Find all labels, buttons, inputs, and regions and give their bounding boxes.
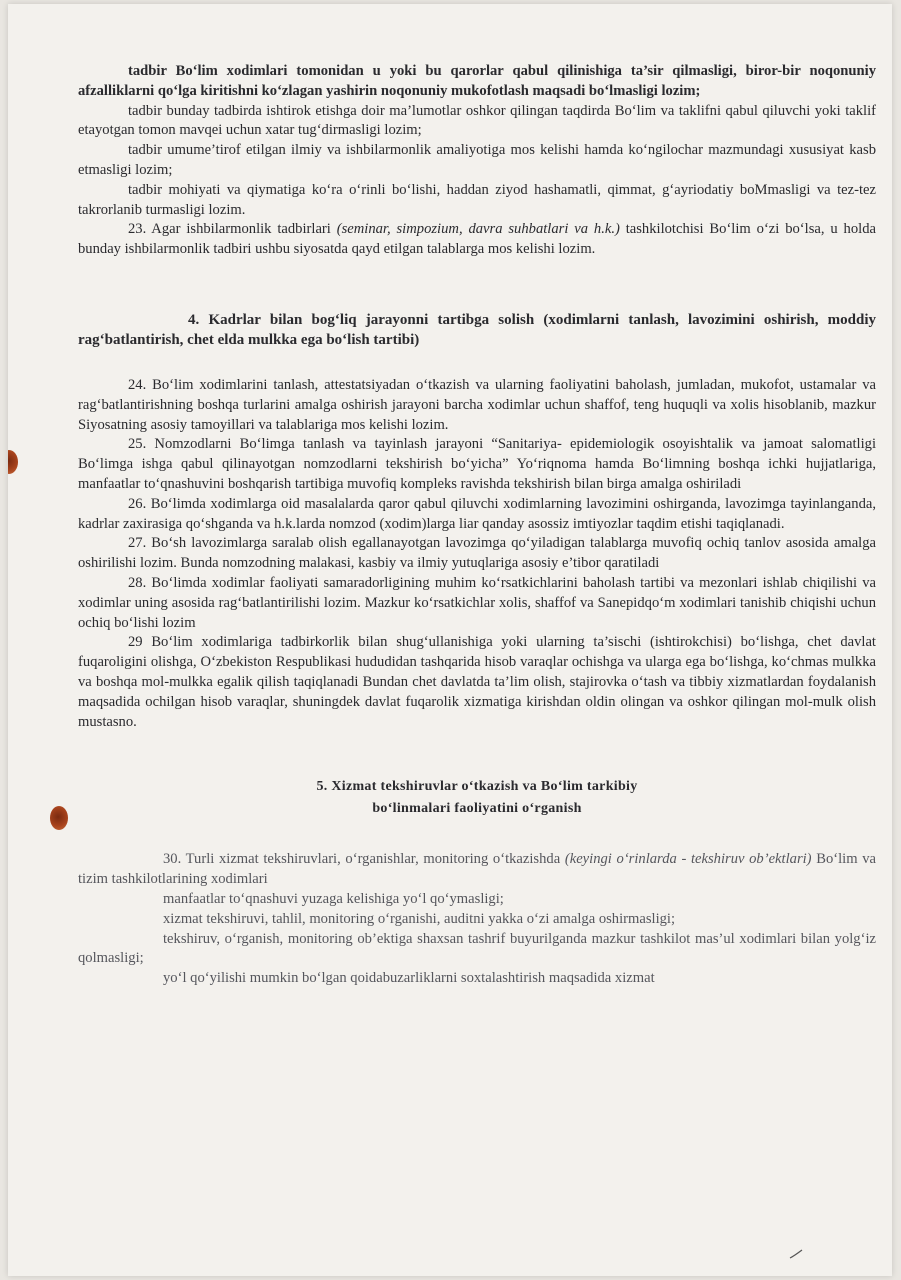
document-body [78, 62, 876, 989]
list-item: manfaatlar to‘qnashuvi yuzaga kelishiga yo‘l qo‘ymasligi; [163, 890, 504, 907]
paragraph-29: 29 Bo‘lim xodimlariga tadbirkorlik bilan shug‘ullanishiga yoki ularning ta’sischi (ishtirokchisi) bo‘lishga, chet davlat fuqaroligini olishga, O‘zbekiston Respublikasi hududidan tashqarida hisob varaqlar ochishga va ularga ega bo‘lishga, ko‘chmas mulkka va boshqa mol-mulkka egalik qilish taqiqlanadi Bundan chet davlatda ta’lim olish, stajirovka o‘tash va tibbiy xizmatlardan foydalanish maqsadida ochilgan hisob varaqlar, shuningdek davlat fuqarolik xizmatiga kirishdan oldin olingan va oshkor qilingan mol-mulk olish mustasno. [78, 634, 876, 730]
paragraph-30-text-end: Bo‘lim va tizim tashkilotlarining xodimlari [78, 851, 876, 888]
list-item: tekshiruv, o‘rganish, monitoring ob’ektiga shaxsan tashrif buyurilganda mazkur tashkilot mas’ul xodimlari bilan yolg‘iz qolmasligi; [78, 930, 876, 967]
paragraph-23 [78, 220, 876, 260]
list-item: yo‘l qo‘yilishi mumkin bo‘lgan qoidabuzarliklarni soxtalashtirish maqsadida xizmat [163, 970, 655, 987]
section-5-heading-line-1: 5. Xizmat tekshiruvlar o‘tkazish va Bo‘lim tarkibiy [316, 779, 638, 795]
document-page [8, 4, 892, 1276]
paragraph-23-text-start: 23. Agar ishbilarmonlik tadbirlari [128, 221, 337, 238]
punch-hole-bottom [50, 806, 68, 830]
paragraph-28: 28. Bo‘limda xodimlar faoliyati samaradorligining muhim ko‘rsatkichlarini baholash tartibi va mezonlari ishlab chiqilishi va xodimlar uning asosida rag‘batlantirilishi lozim. Mazkur ko‘rsatkichlar xolis, shaffof va Sanepidqo‘m xodimlari tanishib chiqishi uchun ochiq bo‘lishi lozim [78, 574, 876, 631]
paragraph-24: 24. Bo‘lim xodimlarini tanlash, attestatsiyadan o‘tkazish va ularning faoliyatini baholash, jumladan, mukofot, ustamalar va rag‘batlantirishning boshqa turlarini amalga oshirish jarayoni barcha xodimlar uchun shaffof, teng huquqli va xolis hisoblanib, mazkur Siyosatning asosiy tamoyillari va talablariga mos kelishi lozim. [78, 376, 876, 433]
paragraph: tadbir umume’tirof etilgan ilmiy va ishbilarmonlik amaliyotiga mos kelishi hamda ko‘ngilochar mazmundagi xususiyat kasb etmasligi lozim; [78, 142, 876, 178]
punch-hole-top [8, 450, 18, 474]
section-5-body [78, 850, 876, 989]
section-4-heading: 4. Kadrlar bilan bog‘liq jarayonni tartibga solish (xodimlarni tanlash, lavozimini oshirish, moddiy rag‘batlantirish, chet elda mulkka ega bo‘lish tartibi) [78, 311, 876, 348]
section-5-heading [78, 776, 876, 820]
pen-mark-icon [788, 1248, 804, 1260]
paragraph-30 [78, 850, 876, 890]
paragraph: tadbir Bo‘lim xodimlari tomonidan u yoki bu qarorlar qabul qilinishiga ta’sir qilmasligi, biror-bir noqonuniy afzalliklarni qo‘lga kiritishni ko‘zlagan yashirin noqonuniy mukofotlash maqsadi bo‘lmasligi lozim; [78, 63, 876, 99]
paragraph: tadbir bunday tadbirda ishtirok etishga doir ma’lumotlar oshkor qilingan taqdirda Bo‘lim va taklifni qabul qiluvchi yoki taklif etayotgan tomon mavqei uchun xatar tug‘dirmasligi lozim; [78, 102, 876, 139]
paragraph-25: 25. Nomzodlarni Bo‘limga tanlash va tayinlash jarayoni “Sanitariya- epidemiologik osoyishtalik va jamoat salomatligi Bo‘limga ishga qabul qilinayotgan nomzodlarni tekshirish bo‘yicha” Yo‘riqnoma hamda Bo‘limning boshqa ichki hujjatlariga, manfaatlar to‘qnashuvini boshqarish tartibiga muvofiq kompleks ravishda tekshirish bilan birga amalga oshiriladi [78, 436, 876, 492]
paragraph-23-italic: (seminar, simpozium, davra suhbatlari va h.k.) [336, 221, 620, 238]
section-5-heading-line-2: bo‘linmalari faoliyatini o‘rganish [372, 801, 582, 817]
paragraph-30-text-start: 30. Turli xizmat tekshiruvlari, o‘rganishlar, monitoring o‘tkazishda [163, 851, 565, 868]
paragraph-23-text-end: tashkilotchisi Bo‘lim o‘zi bo‘lsa, u holda bunday ishbilarmonlik tadbiri ushbu siyosatda qayd etilgan talablarga mos kelishi lozim. [78, 221, 876, 258]
paragraph-27: 27. Bo‘sh lavozimlarga saralab olish egallanayotgan lavozimga qo‘yiladigan talablarga muvofiq ochiq tanlov asosida amalga oshirilishi lozim. Bunda nomzodning malakasi, kasbiy va ilmiy yutuqlariga asosiy e’tibor qaratiladi [78, 535, 876, 572]
paragraph: tadbir mohiyati va qiymatiga ko‘ra o‘rinli bo‘lishi, haddan ziyod hashamatli, qimmat, g‘ayriodatiy boMmasligi va tez-tez takrorlanib turmasligi lozim. [78, 181, 876, 218]
list-item: xizmat tekshiruvi, tahlil, monitoring o‘rganishi, auditni yakka o‘zi amalga oshirmasligi; [163, 910, 676, 927]
paragraph-30-italic: (keyingi o‘rinlarda - tekshiruv ob’ektlari) [564, 851, 812, 868]
paragraph-26: 26. Bo‘limda xodimlarga oid masalalarda qaror qabul qiluvchi xodimlarning lavozimini oshirganda, lavozimga tayinlanganda, kadrlar zaxirasiga qo‘shganda va h.k.larda nomzod (xodim)larga liar qanday asossiz imtiyozlar taqdim etishi taqiqlanadi. [78, 495, 876, 532]
